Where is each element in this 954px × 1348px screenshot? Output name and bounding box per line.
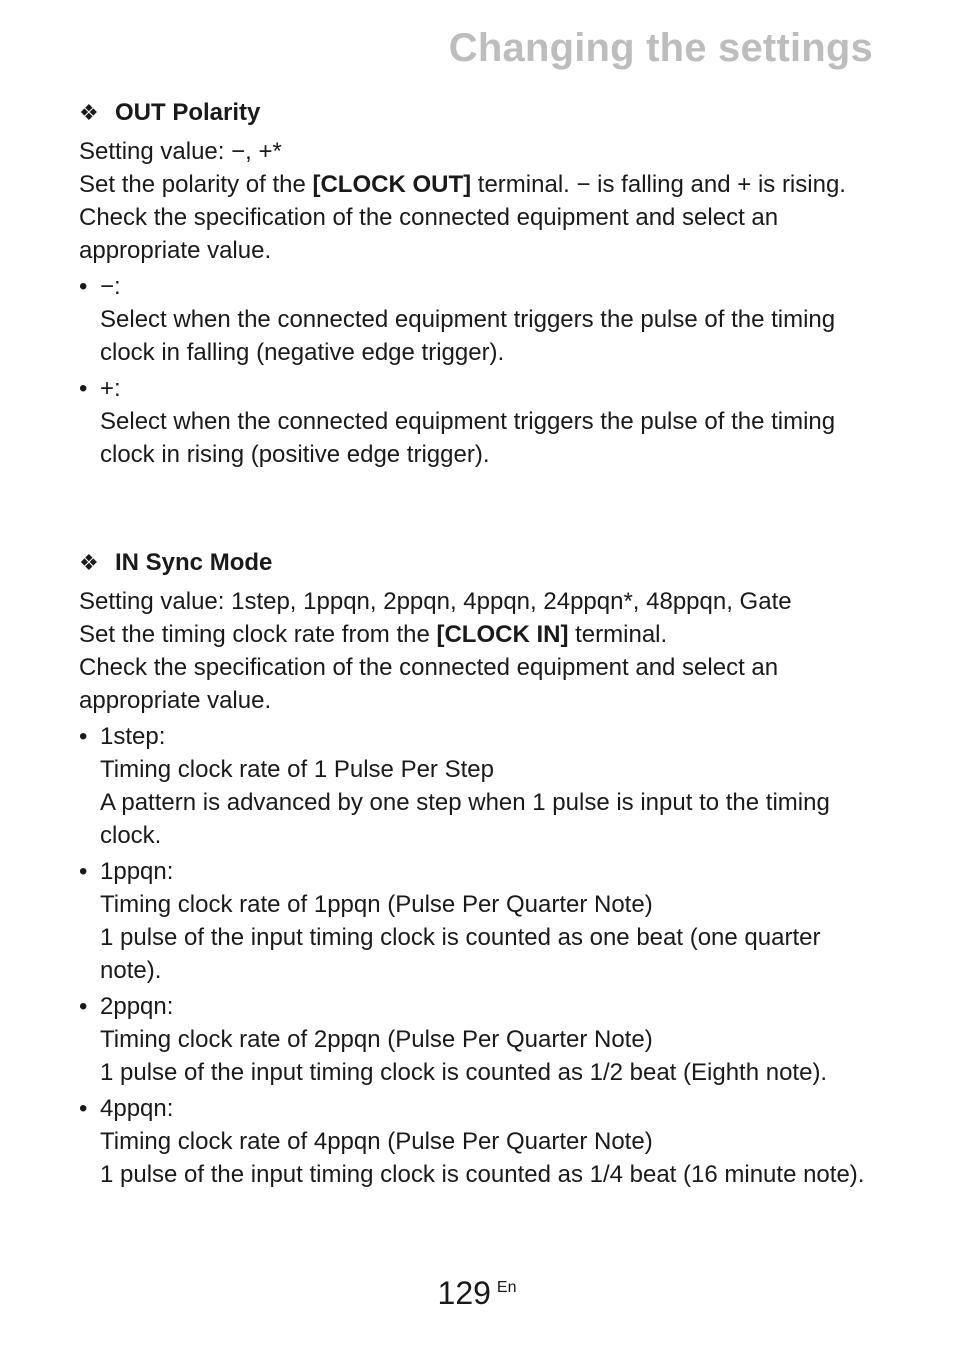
list-item-rate: Timing clock rate of 2ppqn (Pulse Per Quarter Note) [100, 1026, 653, 1053]
list-item-description: Select when the connected equipment triggers the pulse of the timing clock in rising (positive edge trigger). [100, 408, 836, 468]
in-sync-description [79, 618, 879, 651]
clock-in-terminal-label: [CLOCK IN] [436, 621, 569, 648]
in-sync-desc-pre: Set the timing clock rate from the [79, 621, 437, 648]
page-number: 129 [437, 1275, 491, 1311]
list-item-rate: Timing clock rate of 1ppqn (Pulse Per Quarter Note) [100, 891, 653, 918]
list-item [79, 372, 879, 471]
out-polarity-description [79, 168, 879, 201]
list-item [79, 855, 879, 987]
out-polarity-section [79, 96, 879, 471]
page-title: Changing the settings [448, 26, 873, 70]
in-sync-mode-section [79, 546, 879, 1191]
diamond-icon: ❖ [79, 100, 99, 125]
page-footer [0, 1275, 954, 1312]
list-item-term: 2ppqn: [100, 993, 174, 1020]
list-item-term: 1step: [100, 723, 166, 750]
language-label: En [496, 1279, 517, 1296]
in-sync-desc-post: terminal. [568, 621, 668, 648]
in-sync-setting-value: Setting value: 1step, 1ppqn, 2ppqn, 4ppqn, 24ppqn*, 48ppqn, Gate [79, 588, 792, 615]
in-sync-mode-heading [79, 546, 879, 579]
out-polarity-setting-value: Setting value: −, +* [79, 138, 282, 165]
in-sync-mode-heading-text: IN Sync Mode [115, 549, 273, 576]
list-item [79, 990, 879, 1089]
list-item-description: A pattern is advanced by one step when 1 pulse is input to the timing clock. [100, 789, 830, 849]
list-item-description: 1 pulse of the input timing clock is counted as 1/2 beat (Eighth note). [100, 1059, 828, 1086]
list-item [79, 1092, 879, 1191]
list-item-rate: Timing clock rate of 4ppqn (Pulse Per Quarter Note) [100, 1128, 653, 1155]
out-polarity-check-note: Check the specification of the connected equipment and select an appropriate value. [79, 204, 779, 264]
in-sync-check-note: Check the specification of the connected equipment and select an appropriate value. [79, 654, 779, 714]
diamond-icon: ❖ [79, 550, 99, 575]
list-item-term: −: [100, 273, 121, 300]
bullet-dot-icon: • [79, 858, 88, 885]
clock-out-terminal-label: [CLOCK OUT] [312, 171, 472, 198]
bullet-dot-icon: • [79, 723, 88, 750]
out-polarity-heading-text: OUT Polarity [115, 99, 261, 126]
bullet-dot-icon: • [79, 993, 88, 1020]
list-item-description: 1 pulse of the input timing clock is counted as one beat (one quarter note). [100, 924, 821, 984]
out-polarity-desc-post: terminal. − is falling and + is rising. [471, 171, 846, 198]
list-item-description: Select when the connected equipment triggers the pulse of the timing clock in falling (negative edge trigger). [100, 306, 836, 366]
out-polarity-heading [79, 96, 879, 129]
bullet-dot-icon: • [79, 1095, 88, 1122]
out-polarity-desc-pre: Set the polarity of the [79, 171, 313, 198]
list-item [79, 720, 879, 852]
bullet-dot-icon: • [79, 273, 88, 300]
list-item-description: 1 pulse of the input timing clock is counted as 1/4 beat (16 minute note). [100, 1161, 865, 1188]
bullet-dot-icon: • [79, 375, 88, 402]
list-item-term: 1ppqn: [100, 858, 174, 885]
list-item-term: +: [100, 375, 121, 402]
list-item-rate: Timing clock rate of 1 Pulse Per Step [100, 756, 494, 783]
list-item [79, 270, 879, 369]
list-item-term: 4ppqn: [100, 1095, 174, 1122]
